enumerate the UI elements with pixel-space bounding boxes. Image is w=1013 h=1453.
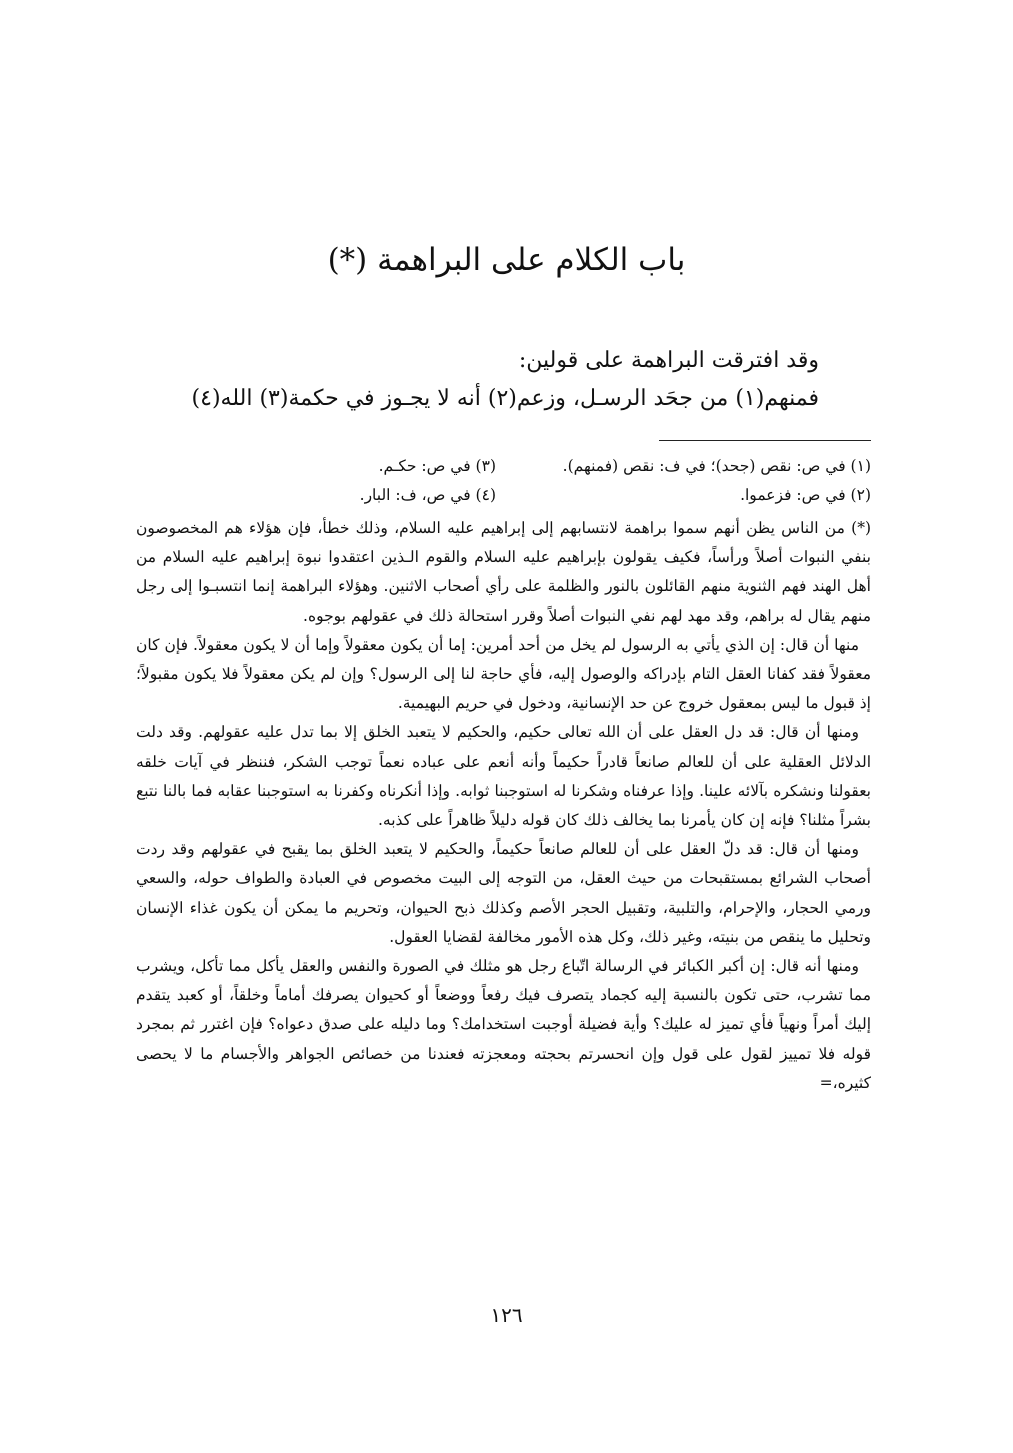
footnote-2: (٢) في ص: فزعموا. — [740, 486, 871, 504]
main-text — [119, 342, 819, 418]
footnotes — [136, 452, 871, 510]
page-number: ١٢٦ — [490, 1303, 523, 1327]
footnote-3: (٣) في ص: حكـم. — [378, 457, 496, 475]
long-note-paragraph-2: منها أن قال: إن الذي يأتي به الرسول لم يخل من أحد أمرين: إما أن يكون معقولاً وإما أن لا يكون معقولاً. فإن كان معقولاً فقد كفانا العقل التام بإدراكه والوصول إليه، فأي حاجة لنا إلى الرسول؟ وإن لم يكن معقولاً فلا يكون مقبولاً؛ إذ قبول ما ليس بمعقول خروج عن حد الإنسانية، ودخول في حريم البهيمية. — [136, 635, 871, 713]
chapter-title: باب الكلام على البراهمة (*) — [327, 242, 686, 278]
main-text-line-2: فمنهم(١) من جحَد الرسـل، وزعم(٢) أنه لا يجـوز في حكمة(٣) الله(٤) — [191, 386, 819, 411]
long-footnote — [136, 514, 871, 1098]
main-text-line-1: وقد افترقت البراهمة على قولين: — [518, 348, 819, 373]
long-note-paragraph-1: (*) من الناس يظن أنهم سموا براهمة لانتسابهم إلى إبراهيم عليه السلام، وذلك خطأ، فإن هؤلاء هم المخصوصون بنفي النبوات أصلاً ورأساً، فكيف يقولون بإبراهيم عليه السلام والقوم الـذين اعتقدوا نبوة إبراهيم عليه السلام من أهل الهند فهم الثنوية منهم القائلون بالنور والظلمة على رأي أصحاب الاثنين. وهؤلاء البراهمة إنما انتسبـوا إلى رجل منهم يقال له براهم، وقد مهد لهم نفي النبوات أصلاً وقرر استحالة ذلك في عقولهم بوجوه. — [136, 519, 871, 625]
long-note-paragraph-4: ومنها أن قال: قد دلّ العقل على أن للعالم صانعاً حكيماً، والحكيم لا يتعبد الخلق بما يقبح في عقولهم وقد ردت أصحاب الشرائع بمستقبحات من حيث العقل، من التوجه إلى البيت مخصوص في العبادة والطواف حوله، والسعي ورمي الحجار، والإحرام، والتلبية، وتقبيل الحجر الأصم وكذلك ذبح الحيوان، وتحريم ما يمكن أن يكون غذاء الإنسان وتحليل ما ينقص من بنيته، وغير ذلك، وكل هذه الأمور مخالفة لقضايا العقول. — [136, 840, 871, 946]
long-note-paragraph-5: ومنها أنه قال: إن أكبر الكبائر في الرسالة اتّباع رجل هو مثلك في الصورة والنفس والعقل يأكل مما تأكل، ويشرب مما تشرب، حتى تكون بالنسبة إليه كجماد يتصرف فيك رفعاً ووضعاً أو كحيوان يصرفك أماماً وخلقاً، أو كعبد يتقدم إليك أمراً ونهياً فأي تميز له عليك؟ وأية فضيلة أوجبت استخدامك؟ وما دليله على صدق دعواه؟ فإن اغترر ثم بمجرد قوله فلا تمييز لقول على قول وإن انحسرتم بحجته ومعجزته فعندنا من خصائص الجواهر والأجسام ما لا يحصى كثيره،= — [136, 957, 871, 1092]
footnote-1: (١) في ص: نقص (جحد)؛ في ف: نقص (فمنهم). — [562, 457, 871, 475]
footnote-4: (٤) في ص، ف: البار. — [359, 486, 496, 504]
footnote-divider — [659, 440, 871, 441]
long-note-paragraph-3: ومنها أن قال: قد دل العقل على أن الله تعالى حكيم، والحكيم لا يتعبد الخلق إلا بما تدل عليه عقولهم. وقد دلت الدلائل العقلية على أن للعالم صانعاً قادراً حكيماً وأنه أنعم على عباده نعماً توجب الشكر، فننظر في آيات خلقه بعقولنا ونشكره بآلائه علينا. وإذا عرفناه وشكرنا له استوجبنا ثوابه. وإذا أنكرناه وكفرنا به استوجبنا عقابه فما بالنا نتبع بشراً مثلنا؟ فإنه إن كان يأمرنا بما يخالف ذلك كان قوله دليلاً ظاهراً على كذبه. — [136, 723, 871, 830]
